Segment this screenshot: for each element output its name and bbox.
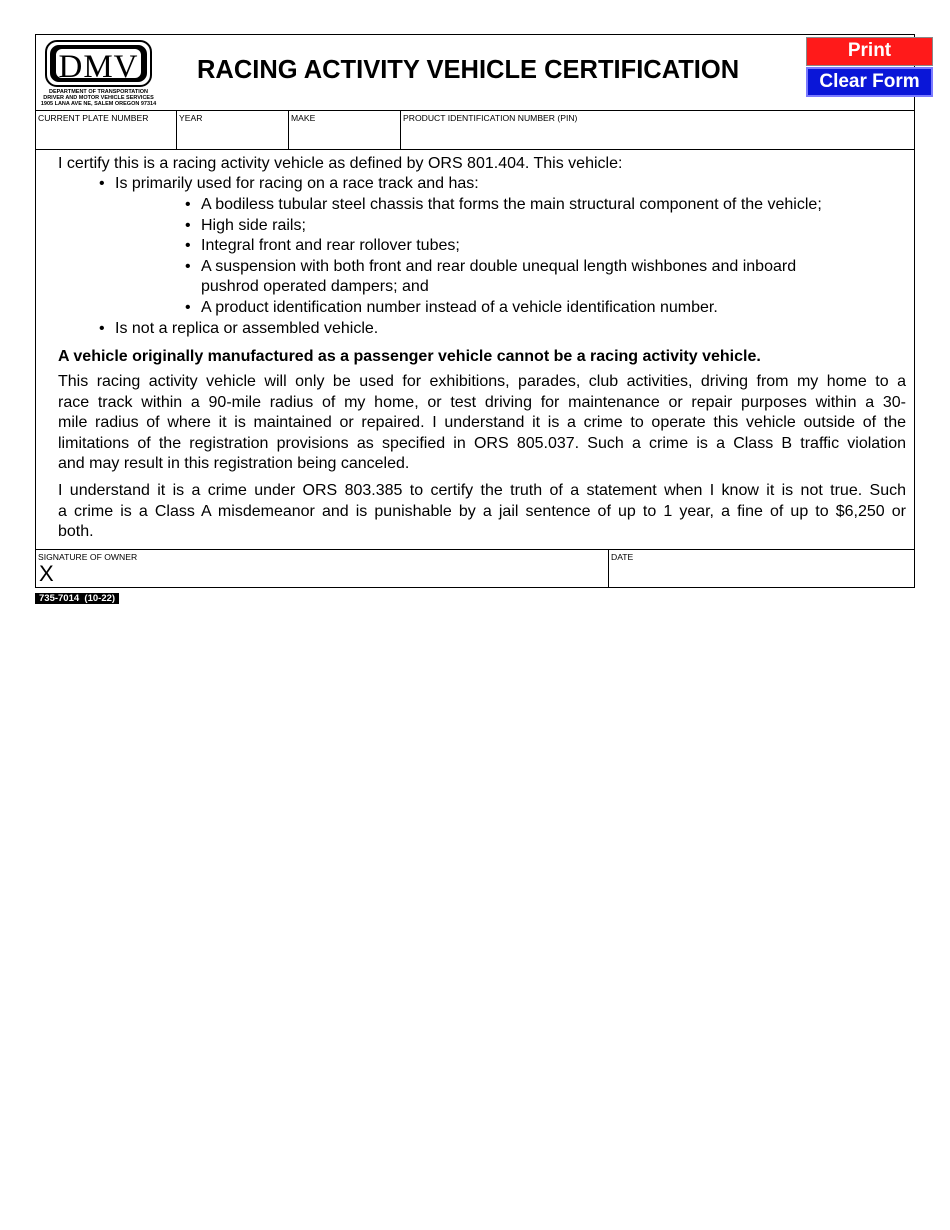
date-field[interactable] bbox=[608, 550, 914, 588]
vehicle-fields-row bbox=[36, 110, 914, 150]
usage-line: limitations of the registration provisions as specified in ORS 805.037. Such a crime is a Class B traffic violation bbox=[58, 434, 906, 452]
usage-line: and may result in this registration being canceled. bbox=[58, 455, 410, 473]
year-label: YEAR bbox=[179, 113, 203, 123]
crime-warning-paragraph bbox=[58, 481, 906, 543]
intro-statement: I certify this is a racing activity vehicle as defined by ORS 801.404. This vehicle: bbox=[58, 155, 623, 172]
clear-form-button[interactable]: Clear Form bbox=[806, 67, 933, 97]
page-title: RACING ACTIVITY VEHICLE CERTIFICATION bbox=[197, 56, 740, 84]
warning-line: I understand it is a crime under ORS 803.385 to certify the truth of a statement when I know it is not true. Such bbox=[58, 482, 906, 499]
dmv-logo bbox=[45, 40, 152, 87]
year-field[interactable] bbox=[176, 111, 288, 149]
bullet-not-replica: • Is not a replica or assembled vehicle. bbox=[115, 319, 378, 340]
make-label: MAKE bbox=[291, 113, 316, 123]
sub-bullet-chassis: • A bodiless tubular steel chassis that forms the main structural component of the vehicle; bbox=[201, 195, 822, 216]
logo-line-division: DRIVER AND MOTOR VEHICLE SERVICES bbox=[43, 95, 154, 101]
signature-row bbox=[36, 549, 914, 589]
pin-field[interactable] bbox=[400, 111, 914, 149]
warning-line: both. bbox=[58, 523, 94, 541]
usage-line: race track within a 90-mile radius of my home, or test driving for maintenance or repair purposes within a 30- bbox=[58, 393, 906, 411]
owner-signature-field[interactable] bbox=[36, 550, 608, 588]
print-button[interactable]: Print bbox=[806, 37, 933, 66]
signature-x-mark: X bbox=[39, 561, 54, 586]
signature-label: SIGNATURE OF OWNER bbox=[38, 552, 138, 562]
plate-number-field[interactable] bbox=[36, 111, 176, 149]
date-label: DATE bbox=[611, 552, 634, 562]
pin-label: PRODUCT IDENTIFICATION NUMBER (PIN) bbox=[403, 113, 578, 123]
passenger-vehicle-statement: A vehicle originally manufactured as a passenger vehicle cannot be a racing activity vehicle. bbox=[58, 348, 761, 365]
bullet-racing-use: • Is primarily used for racing on a race track and has: bbox=[115, 174, 479, 195]
usage-line: This racing activity vehicle will only be used for exhibitions, parades, club activities, driving from my home to a bbox=[58, 373, 906, 390]
sub-bullet-pin: • A product identification number instead of a vehicle identification number. bbox=[201, 298, 718, 319]
certification-form bbox=[35, 34, 920, 588]
usage-line: mile radius of where it is maintained or repaired. I understand it is a crime to operate this vehicle outside of the bbox=[58, 414, 906, 432]
sub-bullet-side-rails: • High side rails; bbox=[201, 216, 306, 237]
make-field[interactable] bbox=[288, 111, 400, 149]
usage-limitation-paragraph bbox=[58, 372, 906, 475]
sub-bullet-suspension: • A suspension with both front and rear double unequal length wishbones and inboard bbox=[201, 257, 796, 278]
warning-line: a crime is a Class A misdemeanor and is punishable by a jail sentence of up to 1 year, a fine of up to $6,250 or bbox=[58, 502, 906, 520]
plate-number-label: CURRENT PLATE NUMBER bbox=[38, 113, 149, 123]
sub-bullet-rollover: • Integral front and rear rollover tubes; bbox=[201, 236, 460, 257]
logo-line-agency: DEPARTMENT OF TRANSPORTATION bbox=[49, 89, 148, 95]
logo-text: DMV bbox=[56, 49, 141, 78]
sub-bullet-suspension-cont: pushrod operated dampers; and bbox=[201, 278, 429, 295]
form-number: 735-7014 (10-22) bbox=[35, 593, 119, 604]
logo-line-address: 1905 LANA AVE NE, SALEM OREGON 97314 bbox=[40, 101, 157, 107]
